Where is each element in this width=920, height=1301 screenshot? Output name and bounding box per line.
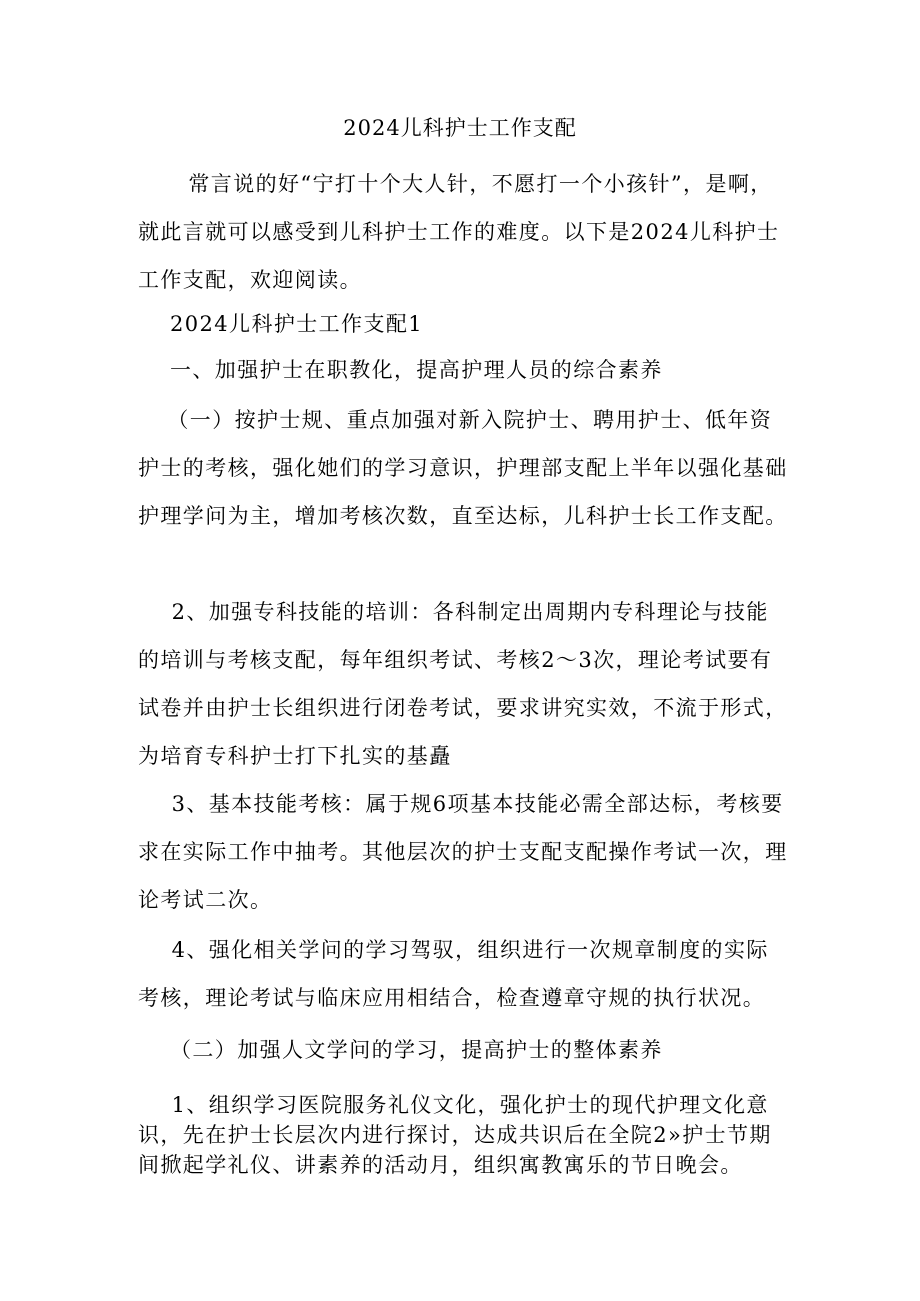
part1-heading: 一、加强护士在职教化，提高护理人员的综合素养 [170,358,663,382]
part2-heading: （二）加强人文学问的学习，提高护士的整体素养 [170,1038,663,1062]
item-5-paragraph: 1、组织学习医院服务礼仪文化，强化护士的现代护理文化意识，先在护士长层次内进行探讨，达成共识后在全院2»护士节期间掀起学礼仪、讲素养的活动月，组织寓教寓乐的节日晚会。 [138,1093,772,1177]
item-1-paragraph: （一）按护士规、重点加强对新入院护士、聘用护士、低年资护士的考核，强化她们的学习意识，护理部支配上半年以强化基础护理学问为主，增加考核次数，直至达标，儿科护士长工作支配。 [138,408,788,528]
item-3-paragraph: 3、基本技能考核：属于规6项基本技能必需全部达标，考核要求在实际工作中抽考。其他层次的护士支配支配操作考试一次，理论考试二次。 [138,792,788,912]
item-2-paragraph: 2、加强专科技能的培训：各科制定出周期内专科理论与技能的培训与考核支配，每年组织考试、考核2～3次，理论考试要有试卷并由护士长组织进行闭卷考试，要求讲究实效，不流于形式，为培育专科护士打下扎实的基矗 [138,600,788,768]
item-4-paragraph: 4、强化相关学问的学习驾驭，组织进行一次规章制度的实际考核，理论考试与临床应用相结合，检查遵章守规的执行状况。 [138,938,769,1010]
intro-paragraph: 常言说的好“宁打十个大人针，不愿打一个小孩针”，是啊，就此言就可以感受到儿科护士工作的难度。以下是2024儿科护士工作支配，欢迎阅读。 [138,172,780,292]
document-title: 2024儿科护士工作支配 [343,116,577,140]
section-heading: 2024儿科护士工作支配1 [170,312,424,336]
